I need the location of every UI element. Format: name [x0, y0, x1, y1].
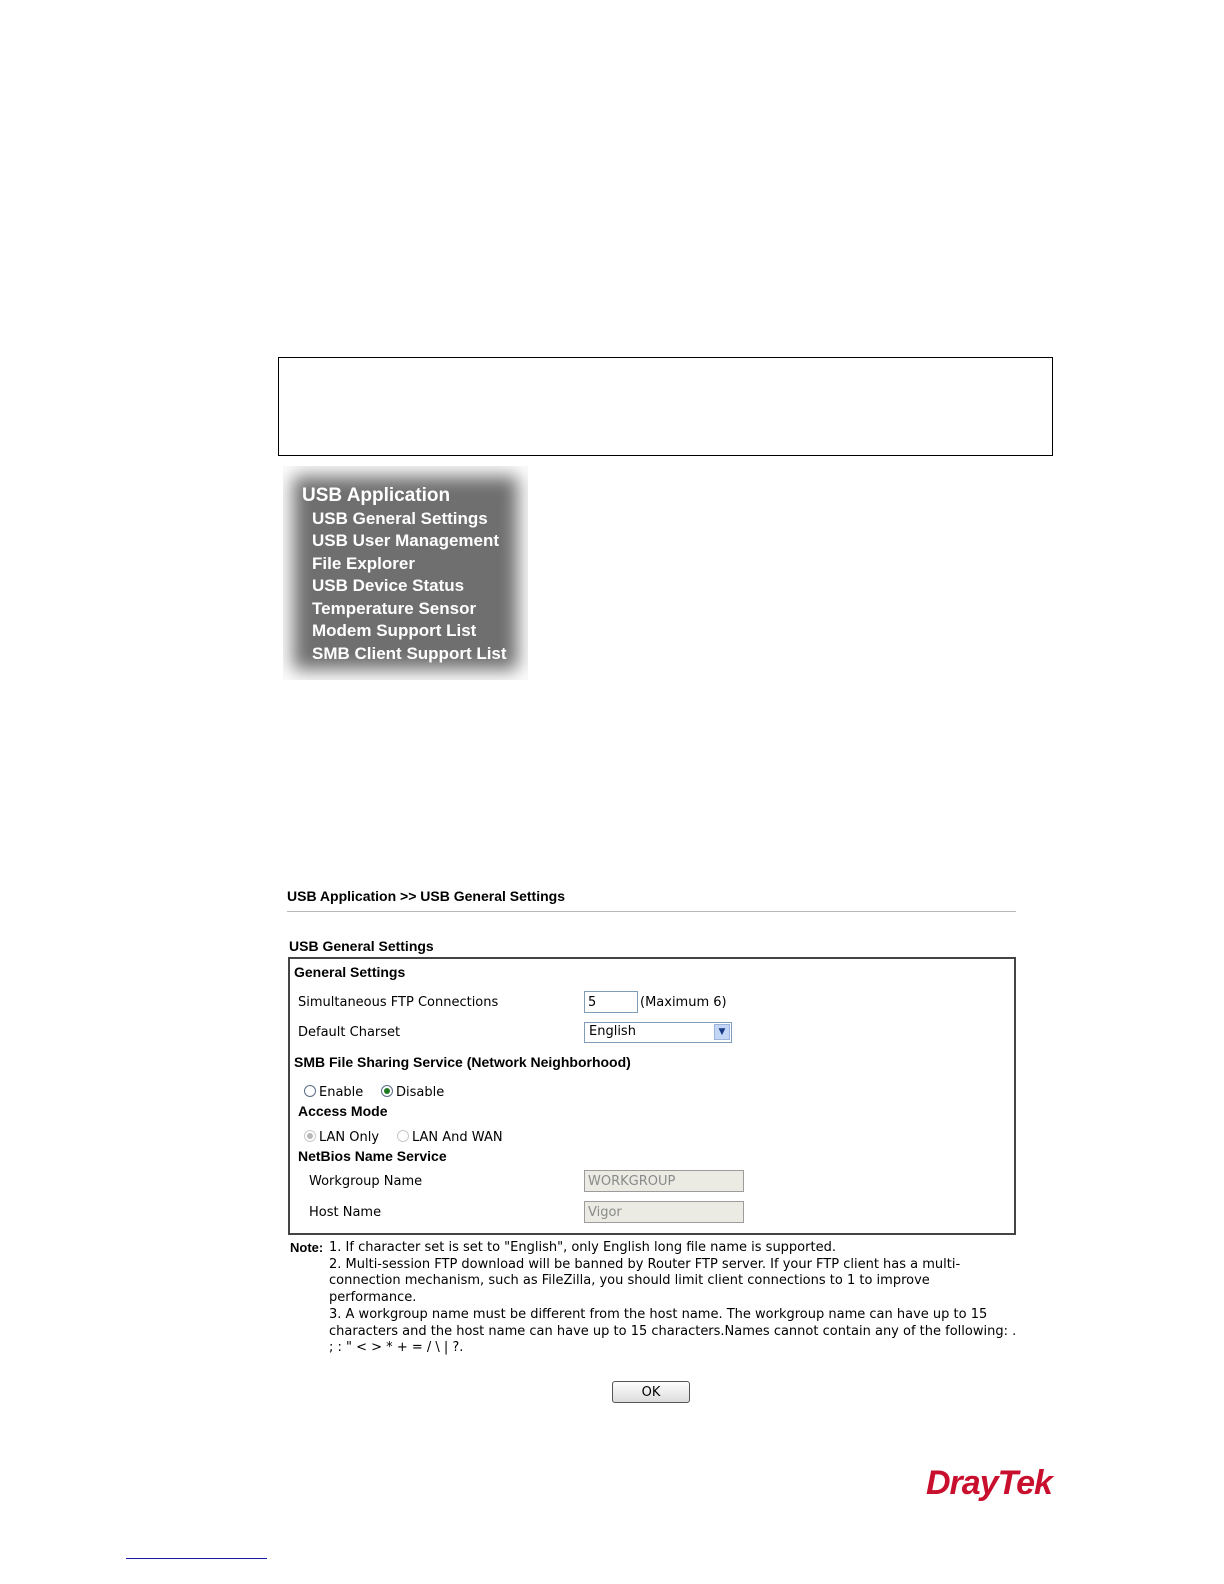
general-settings-heading: General Settings	[294, 964, 406, 980]
smb-disable-label: Disable	[396, 1085, 445, 1100]
workgroup-name-label: Workgroup Name	[309, 1174, 423, 1189]
note-line-3: 3. A workgroup name must be different from the host name. The workgroup name can have up to 15 characters and the host name can have up to 15 characters.Names cannot contain any of the following: . ; : " < > * + = / \ | ?.	[329, 1306, 1017, 1356]
logo-text-dray: Dray	[926, 1464, 998, 1502]
access-mode-heading: Access Mode	[298, 1103, 388, 1119]
chevron-down-icon[interactable]: ▼	[714, 1024, 730, 1040]
menu-item-usb-user-management[interactable]: USB User Management	[312, 531, 500, 550]
access-lan-wan-option[interactable]	[397, 1126, 503, 1145]
menu-item-usb-device-status[interactable]: USB Device Status	[312, 576, 465, 595]
usb-general-settings-panel	[288, 957, 1016, 1235]
menu-item-smb-client-support-list[interactable]: SMB Client Support List	[312, 644, 507, 663]
ftp-connections-label: Simultaneous FTP Connections	[298, 995, 499, 1010]
smb-disable-option[interactable]	[381, 1081, 444, 1100]
default-charset-select[interactable]	[584, 1022, 732, 1043]
smb-sharing-heading: SMB File Sharing Service (Network Neighborhood)	[294, 1054, 631, 1070]
lan-and-wan-label: LAN And WAN	[412, 1130, 503, 1145]
logo-text-tek: Tek	[997, 1464, 1052, 1502]
smb-enable-option[interactable]	[304, 1081, 363, 1100]
note-line-1: 1. If character set is set to "English", only English long file name is supported.	[329, 1240, 836, 1255]
ftp-connections-input[interactable]	[584, 991, 638, 1013]
smb-disable-radio[interactable]	[381, 1085, 393, 1097]
smb-enable-label: Enable	[319, 1085, 364, 1100]
default-charset-value: English	[589, 1024, 636, 1039]
menu-item-usb-general-settings[interactable]: USB General Settings	[312, 509, 488, 528]
note-line-2: 2. Multi-session FTP download will be banned by Router FTP server. If your FTP client has a multi-connection mechanism, such as FileZilla, you should limit client connections to 1 to improve performance.	[329, 1256, 961, 1306]
empty-frame	[278, 357, 1053, 456]
usb-application-menu	[283, 466, 528, 680]
access-lan-only-option[interactable]	[304, 1126, 379, 1145]
host-name-input[interactable]	[584, 1201, 744, 1223]
draytek-logo	[926, 1464, 1052, 1503]
lan-and-wan-radio[interactable]	[397, 1130, 409, 1142]
note-label: Note:	[290, 1240, 324, 1255]
breadcrumb: USB Application >> USB General Settings	[287, 888, 565, 904]
default-charset-label: Default Charset	[298, 1025, 401, 1040]
ftp-connections-hint: (Maximum 6)	[640, 995, 727, 1010]
lan-only-radio[interactable]	[304, 1130, 316, 1142]
footer-link-underline	[126, 1558, 267, 1559]
panel-title: USB General Settings	[289, 938, 434, 954]
menu-title-usb-application[interactable]: USB Application	[302, 485, 451, 506]
lan-only-label: LAN Only	[319, 1130, 380, 1145]
workgroup-name-input[interactable]	[584, 1170, 744, 1192]
menu-item-file-explorer[interactable]: File Explorer	[312, 554, 415, 573]
menu-item-modem-support-list[interactable]: Modem Support List	[312, 621, 477, 640]
note-body	[329, 1240, 1019, 1357]
host-name-label: Host Name	[309, 1205, 382, 1220]
smb-enable-radio[interactable]	[304, 1085, 316, 1097]
breadcrumb-divider	[287, 911, 1016, 912]
menu-item-temperature-sensor[interactable]: Temperature Sensor	[312, 599, 477, 618]
ok-button[interactable]: OK	[612, 1381, 690, 1403]
netbios-heading: NetBios Name Service	[298, 1148, 447, 1164]
